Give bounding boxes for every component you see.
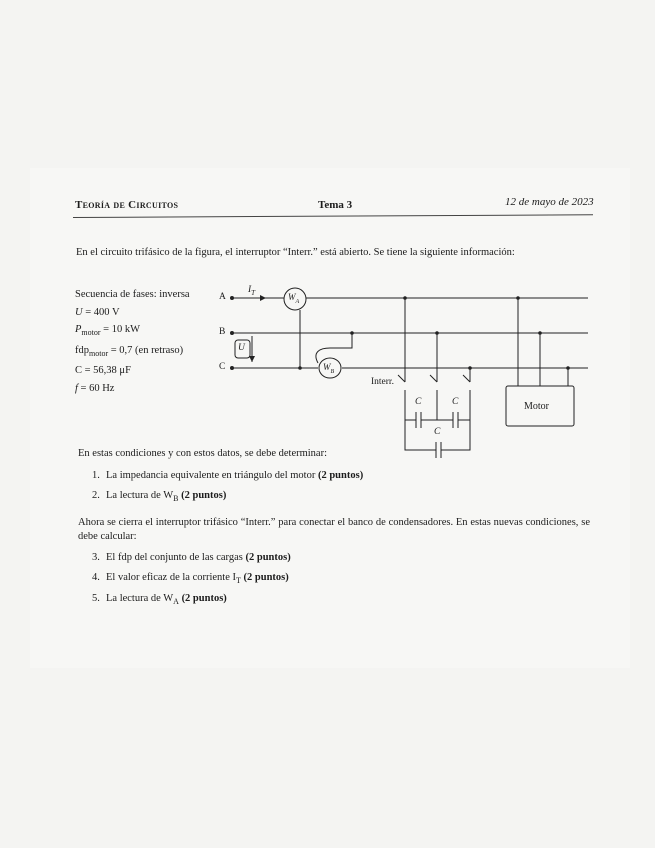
given-sequence: Secuencia de fases: inversa	[75, 289, 190, 300]
node-a-label: A	[219, 292, 226, 302]
node-b-label: B	[219, 327, 226, 337]
switch-label: Interr.	[371, 377, 394, 387]
motor-label: Motor	[524, 401, 549, 412]
node-a-dot	[230, 296, 234, 300]
given-pf: fdp$_{motor}$ = 0,7 (en retraso)	[75, 344, 184, 358]
node-c-label: C	[219, 362, 226, 372]
course-title: Teoría de Circuitos	[75, 199, 179, 211]
conditions-text: En estas condiciones y con estos datos, se debe determinar:	[78, 448, 328, 459]
given-frequency: f = 60 Hz	[75, 382, 115, 394]
capacitor-3-label: C	[434, 427, 441, 437]
given-voltage: U = 400 V	[75, 306, 120, 318]
given-power: $P_{motor} = 10$ kW	[75, 324, 140, 338]
capacitor-1-label: C	[415, 397, 422, 407]
question-4: 4. El valor eficaz de la corriente $I_T$ (2 puntos)	[92, 572, 289, 586]
question-5: 5. La lectura de $W_A$ (2 puntos)	[92, 593, 227, 607]
given-capacitance: C = 56,38 μF	[75, 365, 131, 377]
intro-text: En el circuito trifásico de la figura, el interruptor “Interr.” está abierto. Se tiene la siguiente información:	[76, 247, 515, 258]
capacitor-2-label: C	[452, 397, 459, 407]
question-1: 1. La impedancia equivalente en triángulo del motor (2 puntos)	[92, 470, 364, 481]
exam-date: 12 de mayo de 2023	[505, 196, 594, 208]
voltage-u-label: U	[238, 343, 245, 353]
node-c-dot	[230, 366, 234, 370]
topic-title: Tema 3	[318, 199, 353, 211]
wattmeter-b-label: $W_B$	[323, 362, 335, 375]
wattmeter-a-label: $W_A$	[288, 292, 300, 305]
node-b-dot	[230, 331, 234, 335]
current-it-label: $I_T$	[248, 285, 256, 297]
closing-paragraph: Ahora se cierra el interruptor trifásico “Interr.” para conectar el banco de condensadores. En estas nuevas condiciones, se debe calcular:	[78, 517, 590, 542]
question-2: 2. La lectura de $W_B$ (2 puntos)	[92, 490, 227, 504]
question-3: 3. El fdp del conjunto de las cargas (2 puntos)	[92, 552, 291, 563]
